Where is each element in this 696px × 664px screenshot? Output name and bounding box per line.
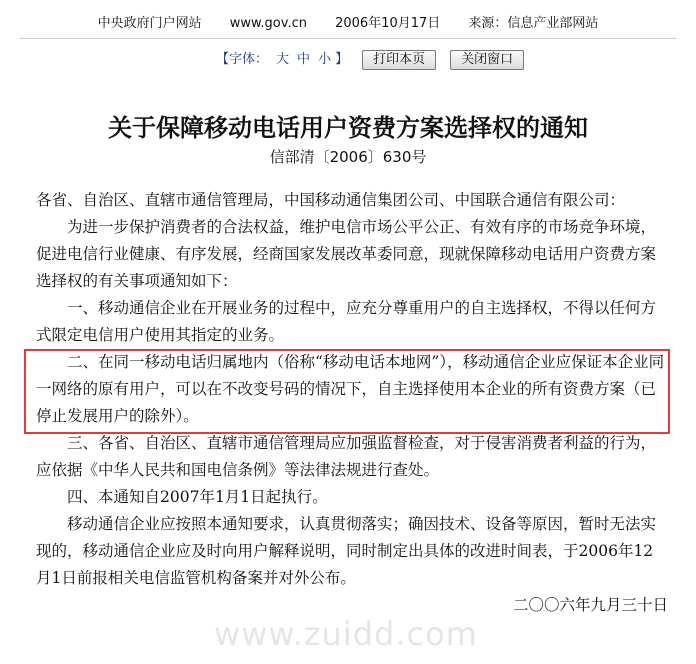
source-label: 来源：信息产业部网站 [468, 16, 599, 31]
implementation-paragraph: 移动通信企业应按照本通知要求，认真贯彻落实；确因技术、设备等原因，暂时无法实现的，移动通信企业应及时向用户解释说明，同时制定出具体的改进时间表，于2006年12月1日前报相关电信监管机构备案并对外公布。 [36, 515, 657, 587]
clause-two-paragraph: 二、在同一移动电话归属地内（俗称“移动电话本地网”），移动通信企业应保证本企业同一网络的原有用户，可以在不改变号码的情况下，自主选择使用本企业的所有资费方案（已停止发展用户的除外）。 [36, 353, 665, 425]
toolbar-bracket-close: 】 [335, 52, 349, 67]
signature-date: 二〇〇六年九月三十日 [512, 596, 668, 614]
publish-date: 2006年10月17日 [335, 16, 441, 31]
clause-four-paragraph: 四、本通知自2007年1月1日起执行。 [67, 488, 328, 506]
addressee-paragraph: 各省、自治区、直辖市通信管理局，中国移动通信集团公司、中国联合通信有限公司： [36, 191, 626, 209]
close-window-button[interactable]: 关闭窗口 [450, 50, 524, 70]
clause-one-paragraph: 一、移动通信企业在开展业务的过程中，应充分尊重用户的自主选择权，不得以任何方式限定电信用户使用其指定的业务。 [36, 299, 657, 344]
font-size-small-link[interactable]: 小 [318, 52, 332, 67]
intro-paragraph: 为进一步保护消费者的合法权益，维护电信市场公平公正、有效有序的市场竞争环境，促进电信行业健康、有序发展，经商国家发展改革委同意，现就保障移动电话用户资费方案选择权的有关事项通知如下： [36, 218, 657, 290]
header-divider [20, 38, 676, 39]
page-header [0, 15, 696, 33]
watermark-text: www.zuidd.com [214, 615, 478, 653]
document-title: 关于保障移动电话用户资费方案选择权的通知 [108, 113, 588, 142]
document-number: 信部清〔2006〕630号 [269, 148, 427, 166]
font-size-label: 字体： [229, 52, 269, 67]
document-body [36, 187, 668, 619]
toolbar-bracket-open: 【 [216, 52, 230, 67]
site-name: 中央政府门户网站 [97, 16, 202, 31]
print-page-button[interactable]: 打印本页 [362, 50, 436, 70]
font-size-large-link[interactable]: 大 [276, 52, 290, 67]
clause-three-paragraph: 三、各省、自治区、直辖市通信管理局应加强监督检查，对于侵害消费者利益的行为，应依据《中华人民共和国电信条例》等法律法规进行查处。 [36, 434, 657, 479]
font-size-toolbar [216, 50, 524, 70]
font-size-medium-link[interactable]: 中 [297, 52, 311, 67]
site-url: www.gov.cn [229, 16, 307, 31]
